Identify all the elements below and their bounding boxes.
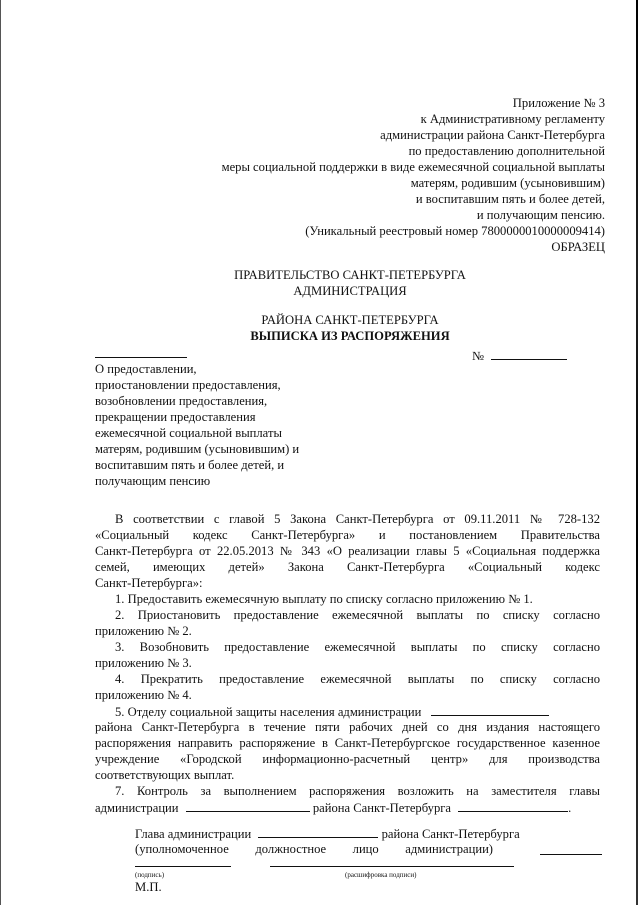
preamble-line: Санкт-Петербурга»: — [95, 576, 203, 590]
deputy-blank — [458, 800, 568, 812]
item-7-cont — [95, 800, 571, 816]
subject-line: матерям, родившим (усыновившим) и — [95, 442, 300, 456]
admin-blank — [186, 800, 310, 812]
preamble-line: В соответствии с главой 5 Закона Санкт-Петербурга от 09.11.2011 № 728-132 — [115, 512, 600, 526]
item-2-cont: приложению № 2. — [95, 624, 192, 638]
item-5-line: района Санкт-Петербурга в течение пяти рабочих дней со дня издания настоящего — [95, 720, 600, 734]
signature-head — [135, 826, 520, 842]
number-label: № — [472, 349, 485, 363]
decoding-line — [270, 866, 514, 867]
org-government: ПРАВИТЕЛЬСТВО САНКТ-ПЕТЕРБУРГА — [234, 268, 466, 282]
decoding-caption: (расшифровка подписи) — [345, 871, 417, 879]
order-number — [472, 348, 567, 364]
stamp-place: М.П. — [135, 880, 162, 894]
item-7-district: района Санкт-Петербурга — [312, 801, 451, 815]
header-line: Приложение № 3 — [512, 96, 605, 110]
subject-line: воспитавшим пять и более детей, и — [95, 458, 285, 472]
subject-line: получающим пенсию — [95, 474, 211, 488]
item-5-text: 5. Отделу социальной защиты населения администрации — [115, 705, 422, 719]
header-line: матерям, родившим (усыновившим) — [410, 176, 605, 190]
subject-line: приостановлении предоставления, — [95, 378, 281, 392]
preamble-line: «Социальный кодекс Санкт-Петербурга» и постановлением Правительства — [95, 528, 600, 542]
subject-line: О предоставлении, — [95, 362, 197, 376]
district-blank — [258, 826, 378, 838]
header-line: по предоставлению дополнительной — [408, 144, 605, 158]
item-4: 4. Прекратить предоставление ежемесячной выплаты по списку согласно — [115, 672, 600, 686]
item-2: 2. Приостановить предоставление ежемесячной выплаты по списку согласно — [115, 608, 600, 622]
header-line: меры социальной поддержки в виде ежемесячной социальной выплаты — [221, 160, 605, 174]
item-3: 3. Возобновить предоставление ежемесячной выплаты по списку согласно — [115, 640, 600, 654]
header-line: и воспитавшим пять и более детей, — [415, 192, 605, 206]
signature-caption: (подпись) — [135, 871, 165, 879]
subject-line: прекращении предоставления — [95, 410, 256, 424]
authorized-person-caption: (уполномоченное должностное лицо администрации) — [135, 842, 493, 856]
org-district: РАЙОНА САНКТ-ПЕТЕРБУРГА — [261, 313, 439, 327]
item-3-cont: приложению № 3. — [95, 656, 192, 670]
header-line: администрации района Санкт-Петербурга — [380, 128, 605, 142]
header-line: и получающим пенсию. — [476, 208, 605, 222]
item-5-line: учреждение «Городской информационно-расчетный центр» для производства — [95, 752, 600, 766]
head-district: района Санкт-Петербурга — [381, 827, 520, 841]
item-5-line: распоряжения направить распоряжение в Санкт-Петербургское государственное казенное — [95, 736, 600, 750]
sample-mark: ОБРАЗЕЦ — [551, 240, 605, 254]
head-title: Глава администрации — [135, 827, 252, 841]
subject-line: ежемесячной социальной выплаты — [95, 426, 282, 440]
scan-edge-right — [636, 0, 638, 905]
org-administration: АДМИНИСТРАЦИЯ — [293, 284, 407, 298]
admin-blank — [431, 704, 549, 716]
document-title: ВЫПИСКА ИЗ РАСПОРЯЖЕНИЯ — [250, 329, 450, 343]
item-7-period: . — [568, 801, 572, 815]
number-blank — [491, 348, 567, 360]
item-7: 7. Контроль за выполнением распоряжения возложить на заместителя главы — [115, 784, 600, 798]
subject-rule — [95, 357, 187, 358]
item-5 — [115, 704, 549, 720]
subject-line: возобновлении предоставления, — [95, 394, 268, 408]
preamble-line: Санкт-Петербурга от 22.05.2013 № 343 «О реализации главы 5 «Социальная поддержка — [95, 544, 600, 558]
item-5-line: соответствующих выплат. — [95, 768, 235, 782]
preamble-line: семей, имеющих детей» Закона Санкт-Петербурга «Социальный кодекс — [95, 560, 600, 574]
registry-number: (Уникальный реестровый номер 7800000010000009414) — [305, 224, 605, 238]
name-blank — [540, 854, 602, 855]
item-4-cont: приложению № 4. — [95, 688, 192, 702]
signature-line — [135, 866, 231, 867]
header-line: к Административному регламенту — [420, 112, 605, 126]
item-7-admin: администрации — [95, 801, 179, 815]
item-1: 1. Предоставить ежемесячную выплату по списку согласно приложению № 1. — [115, 592, 533, 606]
scan-edge-left — [0, 0, 1, 905]
